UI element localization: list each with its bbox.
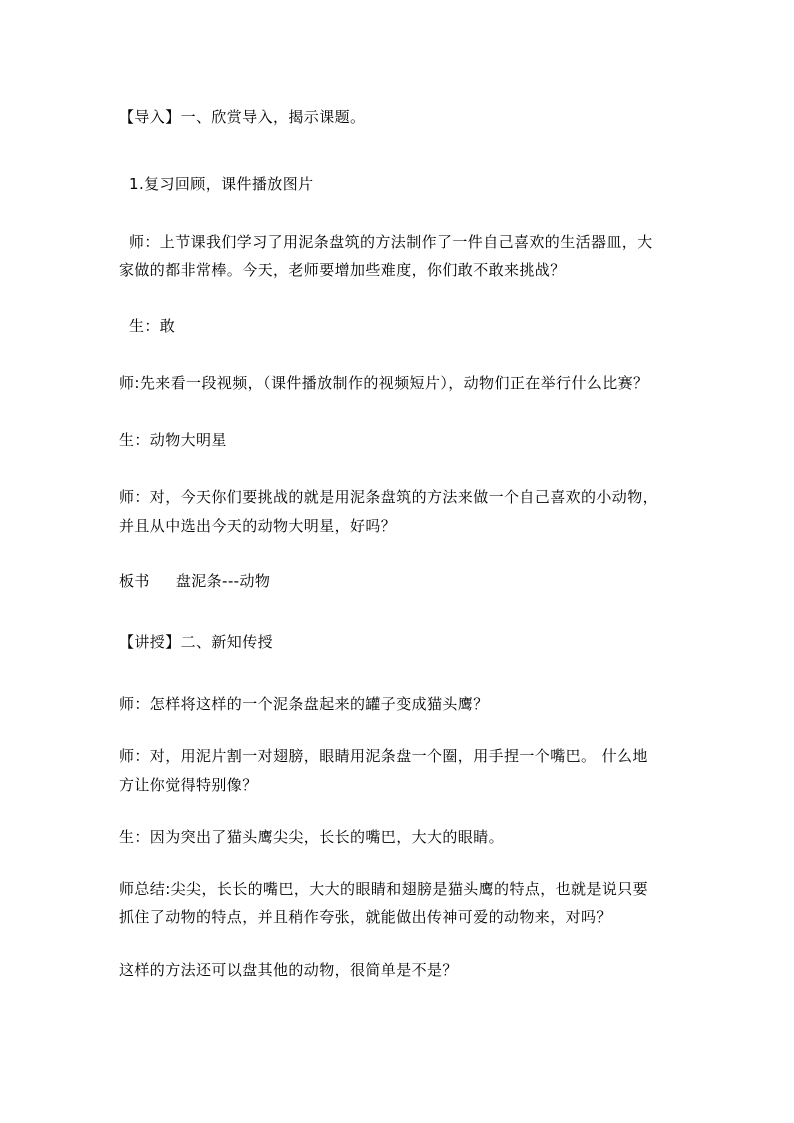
lecture-heading: 【讲授】二、新知传授 [119, 633, 274, 651]
teacher-line-5a: 师：对，用泥片割一对翅膀，眼睛用泥条盘一个圈，用手捏一个嘴巴。 什么地 [119, 747, 648, 765]
teacher-summary-6a: 师总结:尖尖，长长的嘴巴，大大的眼睛和翅膀是猫头鹰的特点，也就是说只要 [119, 880, 649, 898]
student-line-2: 生：动物大明星 [119, 431, 227, 449]
board-text: 盘泥条---动物 [175, 572, 271, 590]
teacher-line-4: 师：怎样将这样的一个泥条盘起来的罐子变成猫头鹰？ [119, 695, 489, 713]
student-line-3: 生：因为突出了猫头鹰尖尖，长长的嘴巴，大大的眼睛。 [119, 828, 505, 846]
teacher-line-1b: 家做的都非常棒。今天，老师要增加些难度，你们敢不敢来挑战？ [119, 261, 566, 279]
teacher-line-5b: 方让你觉得特别像？ [119, 776, 258, 794]
closing-line: 这样的方法还可以盘其他的动物，很简单是不是？ [119, 961, 458, 979]
student-line-1: 生：敢 [129, 317, 176, 335]
teacher-line-3b: 并且从中选出今天的动物大明星，好吗？ [119, 517, 397, 535]
board-label: 板书 [119, 572, 150, 590]
teacher-summary-6b: 抓住了动物的特点，并且稍作夸张，就能做出传神可爱的动物来，对吗？ [119, 908, 612, 926]
review-line: 1.复习回顾，课件播放图片 [129, 175, 314, 193]
teacher-line-2: 师:先来看一段视频，（课件播放制作的视频短片），动物们正在举行什么比赛？ [119, 374, 649, 392]
intro-heading: 【导入】一、欣赏导入，揭示课题。 [119, 108, 366, 126]
board-line [119, 571, 270, 591]
teacher-line-1a: 师：上节课我们学习了用泥条盘筑的方法制作了一件自己喜欢的生活器皿，大 [129, 233, 653, 251]
teacher-line-3a: 师：对，今天你们要挑战的就是用泥条盘筑的方法来做一个自己喜欢的小动物， [119, 488, 659, 506]
